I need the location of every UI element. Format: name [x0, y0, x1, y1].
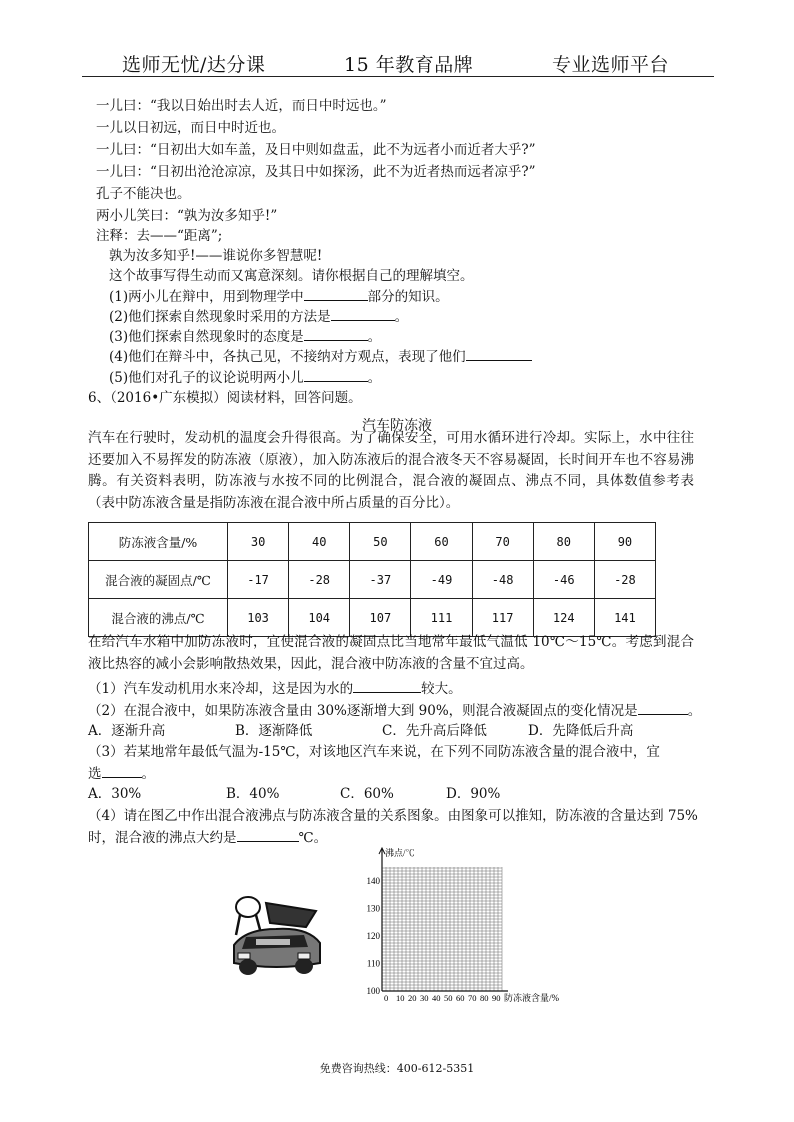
- y-axis-label: 沸点/℃: [385, 848, 415, 858]
- y-tick-label: 140: [366, 875, 380, 886]
- table-cell: 90: [594, 523, 655, 561]
- table-cell: -28: [594, 561, 655, 599]
- x-tick-label: 60: [456, 993, 465, 1003]
- table-cell: 107: [350, 599, 411, 637]
- header-center: 15 年教育品牌: [344, 54, 474, 76]
- x-tick-label: 90: [492, 993, 501, 1003]
- q6-question-3: （3）若某地常年最低气温为-15℃，对该地区汽车来说，在下列不同防冻液含量的混合液中，宜: [88, 744, 660, 760]
- table-cell: 111: [411, 599, 472, 637]
- story-line-6: 两小儿笑曰：“孰为汝多知乎!”: [96, 208, 278, 224]
- table-cell: 50: [350, 523, 411, 561]
- answer-blank[interactable]: [353, 678, 421, 693]
- table-cell: 141: [594, 599, 655, 637]
- answer-blank[interactable]: [466, 346, 532, 361]
- footer-hotline: 免费咨询热线：400-612-5351: [319, 1062, 475, 1075]
- y-tick-label: 110: [366, 958, 380, 969]
- q6-question-2: （2）在混合液中，如果防冻液含量由 30%逐渐增大到 90%，则混合液凝固点的变化情况是 。: [88, 700, 701, 721]
- story-line-4: 一儿曰：“日初出沧沧凉凉，及其日中如探汤，此不为近者热而远者凉乎?”: [96, 164, 536, 180]
- x-tick-label: 30: [420, 993, 429, 1003]
- q5-item-4: (4)他们在辩斗中，各执己见，不接纳对方观点，表现了他们: [109, 346, 532, 367]
- option-d[interactable]: D．先降低后升高: [528, 723, 634, 739]
- answer-blank[interactable]: [638, 700, 688, 715]
- table-cell: 124: [533, 599, 594, 637]
- table-cell: 70: [472, 523, 533, 561]
- q5-item-2: (2)他们探索自然现象时采用的方法是 。: [109, 306, 408, 327]
- y-tick-label: 130: [366, 903, 380, 914]
- x-axis-label: 防冻液含量/%: [504, 993, 559, 1003]
- x-tick-label: 50: [444, 993, 453, 1003]
- story-line-5: 孔子不能决也。: [96, 186, 191, 202]
- table-cell: -37: [350, 561, 411, 599]
- q5-item-5: (5)他们对孔子的议论说明两小儿 。: [109, 367, 381, 388]
- table-cell: 30: [228, 523, 289, 561]
- table-row: [89, 561, 656, 599]
- option-b[interactable]: B．40%: [226, 786, 280, 802]
- option-c[interactable]: C．60%: [340, 786, 394, 802]
- table-cell: -28: [289, 561, 350, 599]
- q5-item-1: (1)两小儿在辩中，用到物理学中 部分的知识。: [109, 286, 449, 307]
- table-cell: 117: [472, 599, 533, 637]
- q6-question-3-cont: 选 。: [88, 763, 155, 784]
- x-tick-label: 10: [396, 993, 405, 1003]
- note-1: 注释：去——“距离”;: [96, 228, 223, 244]
- header-right: 专业选师平台: [552, 54, 670, 76]
- table-cell: 103: [228, 599, 289, 637]
- x-tick-label: 70: [468, 993, 477, 1003]
- table-cell: -46: [533, 561, 594, 599]
- table-cell: -17: [228, 561, 289, 599]
- article-paragraph-1: 汽车在行驶时，发动机的温度会升得很高。为了确保安全，可用水循环进行冷却。实际上，水中往往还要加入不易挥发的防冻液（原液），加入防冻液后的混合液冬天不容易凝固，长时间开车也不容易沸腾。有关资料表明，防冻液与水按不同的比例混合，混合液的凝固点、沸点不同，具体数值参考表（表中防冻液含量是指防冻液在混合液中所占质量的百分比）。: [88, 430, 694, 511]
- option-a[interactable]: A．逐渐升高: [88, 723, 166, 739]
- row-header: 混合液的凝固点/℃: [89, 561, 228, 599]
- story-line-1: 一儿曰：“我以日始出时去人近，而日中时远也。”: [96, 98, 387, 114]
- answer-blank[interactable]: [304, 326, 368, 341]
- article-title: 汽车防冻液: [362, 418, 432, 434]
- table-cell: -48: [472, 561, 533, 599]
- option-c[interactable]: C．先升高后降低: [382, 723, 487, 739]
- story-line-2: 一儿以日初远，而日中时近也。: [96, 120, 285, 136]
- answer-blank[interactable]: [304, 286, 368, 301]
- row-header: 混合液的沸点/℃: [89, 599, 228, 637]
- table-cell: 60: [411, 523, 472, 561]
- answer-blank[interactable]: [331, 306, 395, 321]
- answer-blank[interactable]: [102, 763, 142, 778]
- table-row: [89, 523, 656, 561]
- option-a[interactable]: A．30%: [88, 786, 142, 802]
- table-cell: -49: [411, 561, 472, 599]
- answer-blank[interactable]: [237, 827, 299, 842]
- story-line-3: 一儿曰：“日初出大如车盖，及日中则如盘盂，此不为远者小而近者大乎?”: [96, 142, 536, 158]
- x-tick-label: 40: [432, 993, 441, 1003]
- q6-question-1: （1）汽车发动机用水来冷却，这是因为水的 较大。: [88, 678, 462, 699]
- table-cell: 104: [289, 599, 350, 637]
- q6-heading: 6、（2016•广东模拟）阅读材料，回答问题。: [88, 390, 362, 406]
- x-tick-label: 20: [408, 993, 417, 1003]
- data-table: [88, 522, 656, 637]
- y-tick-label: 100: [366, 986, 380, 996]
- x-tick-label: 80: [480, 993, 489, 1003]
- note-2: 孰为汝多知乎!——谁说你多智慧呢!: [109, 248, 323, 264]
- car-engine-illustration: [226, 893, 326, 981]
- article-paragraph-2: 在给汽车水箱中加防冻液时，宜使混合液的凝固点比当地常年最低气温低 10℃～15℃。考虑到混合液比热容的减小会影响散热效果，因此，混合液中防冻液的含量不宜过高。: [88, 634, 694, 672]
- table-row: [89, 599, 656, 637]
- q5-item-3: (3)他们探索自然现象时的态度是 。: [109, 326, 381, 347]
- table-cell: 80: [533, 523, 594, 561]
- x-tick-label: 0: [384, 993, 389, 1003]
- table-cell: 40: [289, 523, 350, 561]
- answer-blank[interactable]: [304, 367, 368, 382]
- note-3: 这个故事写得生动而又寓意深刻。请你根据自己的理解填空。: [109, 268, 474, 284]
- boiling-point-grid-chart: [352, 845, 592, 1005]
- option-d[interactable]: D．90%: [446, 786, 501, 802]
- header-left: 选师无忧/达分课: [122, 54, 266, 76]
- q6-question-4-cont: 时，混合液的沸点大约是 ℃。: [88, 827, 327, 848]
- page-header: [82, 46, 714, 77]
- y-tick-label: 120: [366, 930, 380, 941]
- option-b[interactable]: B．逐渐降低: [235, 723, 313, 739]
- q6-question-4: （4）请在图乙中作出混合液沸点与防冻液含量的关系图象。由图象可以推知，防冻液的含量达到 75%: [88, 808, 698, 824]
- row-header: 防冻液含量/%: [89, 523, 228, 561]
